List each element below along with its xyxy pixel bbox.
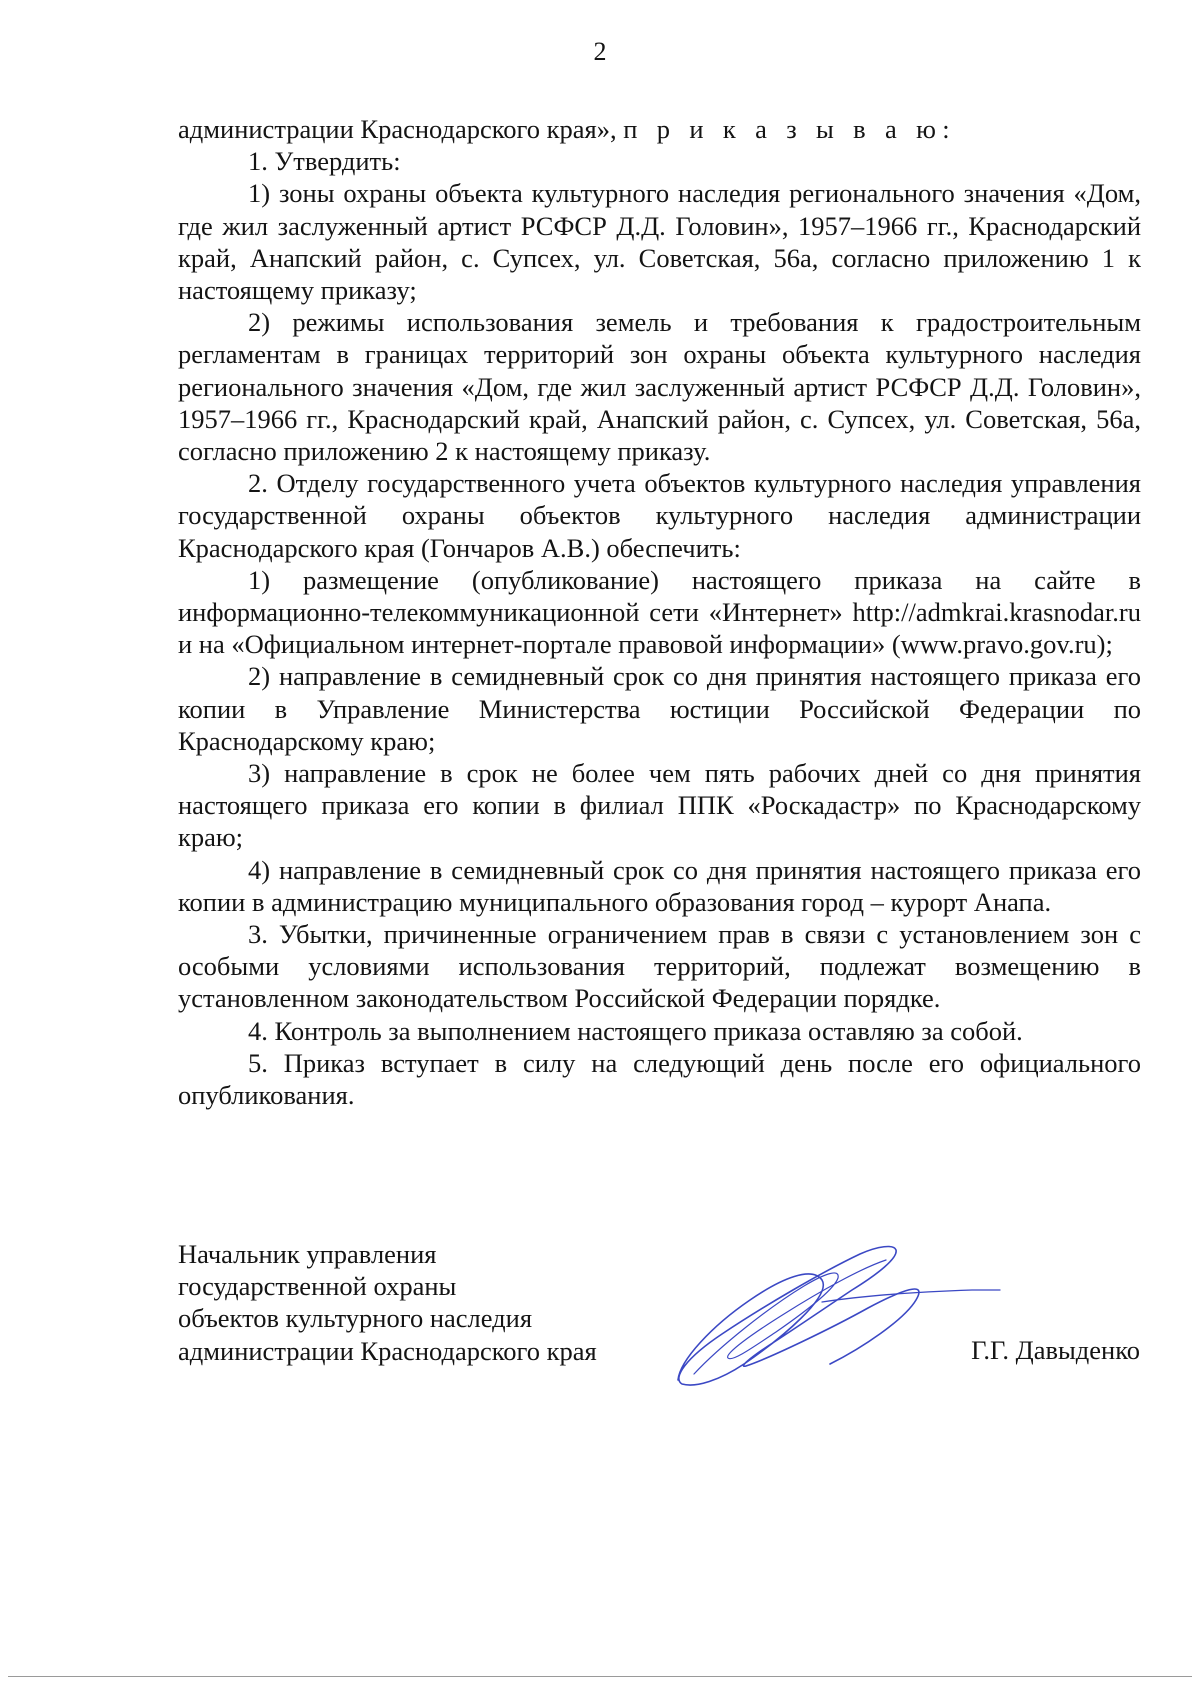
signatory-name: Г.Г. Давыденко: [971, 1335, 1140, 1365]
paragraph: 2) режимы использования земель и требования к градостроительным регламентам в границах территорий зон охраны объекта культурного наследия регионального значения «Дом, где жил заслуженный артист РСФСР Д.Д. Головин», 1957–1966 гг., Краснодарский край, Анапский район, с. Супсех, ул. Советская, 56а, согласно приложению 2 к настоящему приказу.: [178, 307, 1141, 467]
document-body: [178, 113, 1141, 1111]
handwritten-signature: [672, 1238, 1002, 1388]
bottom-edge-line: [8, 1676, 1192, 1677]
paragraph: 1. Утвердить:: [248, 146, 401, 177]
paragraph: 1) зоны охраны объекта культурного наследия регионального значения «Дом, где жил заслуженный артист РСФСР Д.Д. Головин», 1957–1966 гг., Краснодарский край, Анапский район, с. Супсех, ул. Советская, 56а, согласно приложению 1 к настоящему приказу;: [178, 178, 1141, 306]
paragraph: 3. Убытки, причиненные ограничением прав в связи с установлением зон с особыми условиями использования территорий, подлежат возмещению в установленном законодательством Российской Федерации порядке.: [178, 919, 1141, 1014]
signatory-title-line: администрации Краснодарского края: [178, 1335, 597, 1366]
signatory-title-line: Начальник управления: [178, 1239, 437, 1269]
signatory-title-line: объектов культурного наследия: [178, 1303, 533, 1334]
paragraph: 5. Приказ вступает в силу на следующий день после его официального опубликования.: [178, 1047, 1141, 1111]
paragraph: 2) направление в семидневный срок со дня принятия настоящего приказа его копии в Управление Министерства юстиции Российской Федерации по Краснодарскому краю;: [178, 661, 1141, 756]
intro-text: администрации Краснодарского края»,: [178, 114, 624, 144]
paragraph: 2. Отделу государственного учета объектов культурного наследия управления государственной охраны объектов культурного наследия администрации Краснодарского края (Гончаров А.В.) обеспечить:: [178, 468, 1141, 563]
paragraph: 4. Контроль за выполнением настоящего приказа оставляю за собой.: [248, 1015, 1023, 1046]
signatory-title: [178, 1238, 597, 1367]
page-number: 2: [593, 37, 607, 66]
signatory-title-line: государственной охраны: [178, 1271, 457, 1302]
order-word: п р и к а з ы в а ю:: [623, 114, 957, 144]
intro-line: [178, 113, 1141, 145]
paragraph: 1) размещение (опубликование) настоящего приказа на сайте в информационно-телекоммуникационной сети «Интернет» http://admkrai.krasnodar.ru и на «Официальном интернет-портале правовой информации» (www.pravo.gov.ru);: [178, 564, 1141, 660]
paragraph: 3) направление в срок не более чем пять рабочих дней со дня принятия настоящего приказа его копии в филиал ППК «Роскадастр» по Краснодарскому краю;: [178, 758, 1141, 853]
paragraph: 4) направление в семидневный срок со дня принятия настоящего приказа его копии в администрацию муниципального образования город – курорт Анапа.: [178, 854, 1141, 917]
